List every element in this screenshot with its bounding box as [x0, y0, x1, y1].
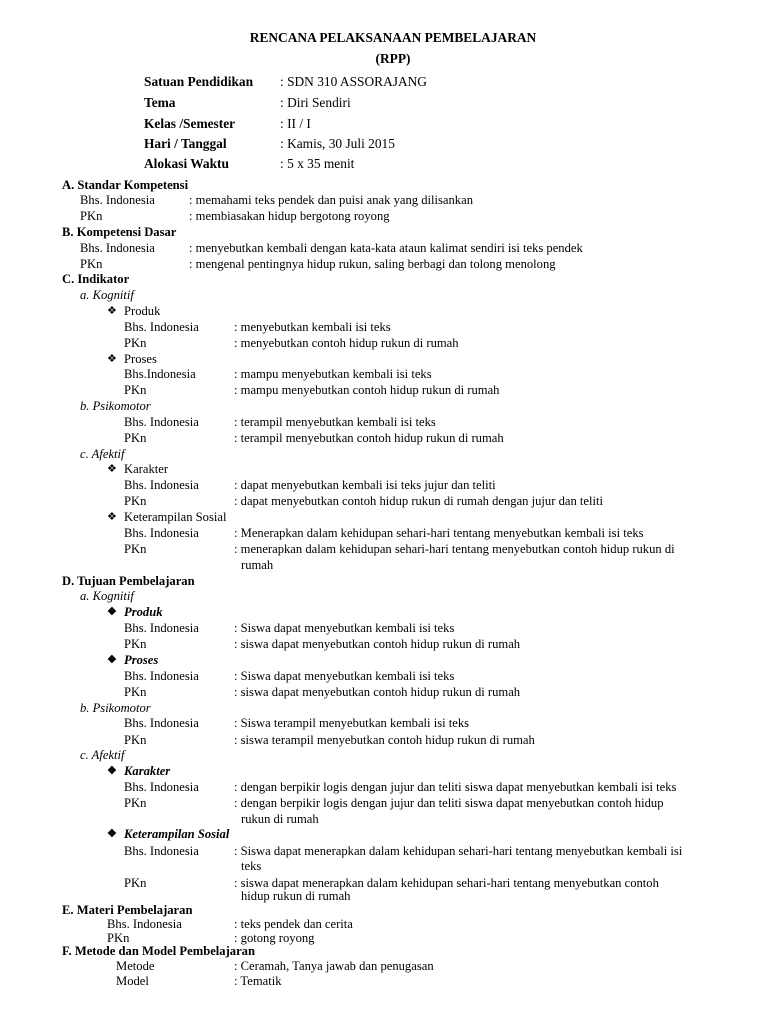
identity-label-kelas: Kelas /Semester: [144, 116, 236, 131]
diamond-bullet-icon: ❖: [107, 511, 117, 523]
section-d-karakter-pkn-text: : dengan berpikir logis dengan jujur dan teliti siswa dapat menyebutkan contoh hidup: [234, 796, 664, 810]
section-c-sosial-bi-label: Bhs. Indonesia: [124, 526, 199, 540]
section-a-bi-text: : memahami teks pendek dan puisi anak yang dilisankan: [189, 193, 473, 207]
section-c-karakter-bi-text: : dapat menyebutkan kembali isi teks jujur dan teliti: [234, 478, 496, 492]
section-d-psikomotor: b. Psikomotor: [80, 701, 151, 715]
identity-value-alokasi: : 5 x 35 menit: [280, 156, 355, 171]
section-c-produk-pkn-text: : menyebutkan contoh hidup rukun di rumah: [234, 336, 459, 350]
identity-value-satuan: : SDN 310 ASSORAJANG: [280, 74, 427, 89]
identity-label-tema: Tema: [144, 95, 176, 110]
section-f-model-label: Model: [116, 974, 149, 988]
section-c-psiko-pkn-text: : terampil menyebutkan contoh hidup rukun di rumah: [234, 431, 504, 445]
section-b-pkn-label: PKn: [80, 257, 103, 271]
section-c-psikomotor: b. Psikomotor: [80, 399, 151, 413]
section-c-psiko-pkn-label: PKn: [124, 431, 147, 445]
section-c-sosial-bi-text: : Menerapkan dalam kehidupan sehari-hari tentang menyebutkan kembali isi teks: [234, 526, 644, 540]
section-d-heading: D. Tujuan Pembelajaran: [62, 574, 195, 588]
section-c-produk-pkn-label: PKn: [124, 336, 147, 350]
section-d-sosial-pkn-text-cont: hidup rukun di rumah: [241, 889, 351, 903]
section-f-heading: F. Metode dan Model Pembelajaran: [62, 944, 255, 958]
identity-value-tema: : Diri Sendiri: [280, 95, 351, 110]
identity-label-hari: Hari / Tanggal: [144, 136, 227, 151]
section-c-karakter: Karakter: [124, 462, 169, 476]
section-d-psiko-bi-text: : Siswa terampil menyebutkan kembali isi teks: [234, 716, 470, 730]
section-d-sosial-bi-text-cont: teks: [241, 859, 262, 873]
section-c-produk-bi-text: : menyebutkan kembali isi teks: [234, 320, 391, 334]
section-c-sosial-pkn-text: : menerapkan dalam kehidupan sehari-hari tentang menyebutkan contoh hidup rukun di: [234, 542, 675, 556]
section-c-psiko-bi-label: Bhs. Indonesia: [124, 415, 199, 429]
section-e-pkn-text: : gotong royong: [234, 931, 315, 945]
section-c-sosial-pkn-text-cont: rumah: [241, 558, 274, 572]
section-c-karakter-pkn-text: : dapat menyebutkan contoh hidup rukun di rumah dengan jujur dan teliti: [234, 494, 603, 508]
section-e-bi-label: Bhs. Indonesia: [107, 917, 182, 931]
section-d-proses-pkn-text: : siswa dapat menyebutkan contoh hidup rukun di rumah: [234, 685, 521, 699]
section-d-produk: Produk: [124, 605, 163, 619]
diamond-bullet-icon: ❖: [107, 353, 117, 365]
section-c-karakter-bi-label: Bhs. Indonesia: [124, 478, 199, 492]
document-subtitle: (RPP): [375, 51, 411, 66]
section-d-sosial-bi-text: : Siswa dapat menerapkan dalam kehidupan sehari-hari tentang menyebutkan kembali isi: [234, 844, 683, 858]
section-d-karakter-pkn-label: PKn: [124, 796, 147, 810]
section-c-proses-pkn-text: : mampu menyebutkan contoh hidup rukun di rumah: [234, 383, 500, 397]
section-c-karakter-pkn-label: PKn: [124, 494, 147, 508]
section-c-heading: C. Indikator: [62, 272, 130, 286]
section-b-bi-label: Bhs. Indonesia: [80, 241, 155, 255]
section-d-produk-bi-label: Bhs. Indonesia: [124, 621, 199, 635]
section-d-afektif: c. Afektif: [80, 748, 125, 762]
section-f-metode-label: Metode: [116, 959, 155, 973]
section-d-psiko-pkn-text: : siswa terampil menyebutkan contoh hidup rukun di rumah: [234, 733, 535, 747]
identity-value-hari: : Kamis, 30 Juli 2015: [280, 136, 395, 151]
section-d-proses-bi-text: : Siswa dapat menyebutkan kembali isi teks: [234, 669, 455, 683]
section-d-sosial-bi-label: Bhs. Indonesia: [124, 844, 199, 858]
section-a-bi-label: Bhs. Indonesia: [80, 193, 155, 207]
document-title: RENCANA PELAKSANAAN PEMBELAJARAN: [249, 30, 537, 45]
section-e-pkn-label: PKn: [107, 931, 130, 945]
section-c-produk-bi-label: Bhs. Indonesia: [124, 320, 199, 334]
section-c-proses-bi-text: : mampu menyebutkan kembali isi teks: [234, 367, 432, 381]
section-d-proses: Proses: [124, 653, 159, 667]
diamond-bullet-icon: ❖: [107, 654, 117, 666]
section-d-sosial-pkn-text: : siswa dapat menerapkan dalam kehidupan sehari-hari tentang menyebutkan contoh: [234, 876, 659, 890]
section-d-karakter-bi-label: Bhs. Indonesia: [124, 780, 199, 794]
section-d-psiko-bi-label: Bhs. Indonesia: [124, 716, 199, 730]
section-c-proses: Proses: [124, 352, 157, 366]
section-b-pkn-text: : mengenal pentingnya hidup rukun, saling berbagi dan tolong menolong: [189, 257, 556, 271]
section-c-proses-pkn-label: PKn: [124, 383, 147, 397]
section-b-bi-text: : menyebutkan kembali dengan kata-kata ataun kalimat sendiri isi teks pendek: [189, 241, 583, 255]
section-d-produk-pkn-text: : siswa dapat menyebutkan contoh hidup rukun di rumah: [234, 637, 521, 651]
section-c-sosial: Keterampilan Sosial: [124, 510, 227, 524]
section-c-afektif: c. Afektif: [80, 447, 125, 461]
section-d-sosial-pkn-label: PKn: [124, 876, 147, 890]
diamond-bullet-icon: ❖: [107, 606, 117, 618]
section-d-karakter: Karakter: [124, 764, 171, 778]
section-b-heading: B. Kompetensi Dasar: [62, 225, 177, 239]
identity-value-kelas: : II / I: [280, 116, 311, 131]
section-d-karakter-pkn-text-cont: rukun di rumah: [241, 812, 319, 826]
section-e-bi-text: : teks pendek dan cerita: [234, 917, 353, 931]
section-c-psiko-bi-text: : terampil menyebutkan kembali isi teks: [234, 415, 436, 429]
section-d-produk-bi-text: : Siswa dapat menyebutkan kembali isi teks: [234, 621, 455, 635]
section-d-sosial: Keterampilan Sosial: [124, 827, 230, 841]
diamond-bullet-icon: ❖: [107, 828, 117, 840]
section-d-proses-pkn-label: PKn: [124, 685, 147, 699]
section-f-model-text: : Tematik: [234, 974, 282, 988]
section-c-proses-bi-label: Bhs.Indonesia: [124, 367, 196, 381]
identity-label-alokasi: Alokasi Waktu: [144, 156, 229, 171]
section-d-psiko-pkn-label: PKn: [124, 733, 147, 747]
section-d-produk-pkn-label: PKn: [124, 637, 147, 651]
section-a-pkn-text: : membiasakan hidup bergotong royong: [189, 209, 390, 223]
section-d-kognitif: a. Kognitif: [80, 589, 134, 603]
section-f-metode-text: : Ceramah, Tanya jawab dan penugasan: [234, 959, 434, 973]
diamond-bullet-icon: ❖: [107, 305, 117, 317]
section-a-heading: A. Standar Kompetensi: [62, 178, 189, 192]
section-d-karakter-bi-text: : dengan berpikir logis dengan jujur dan teliti siswa dapat menyebutkan kembali isi teks: [234, 780, 677, 794]
section-d-proses-bi-label: Bhs. Indonesia: [124, 669, 199, 683]
section-c-kognitif: a. Kognitif: [80, 288, 134, 302]
section-a-pkn-label: PKn: [80, 209, 103, 223]
identity-label-satuan: Satuan Pendidikan: [144, 74, 254, 89]
section-e-heading: E. Materi Pembelajaran: [62, 903, 193, 917]
diamond-bullet-icon: ❖: [107, 463, 117, 475]
diamond-bullet-icon: ❖: [107, 765, 117, 777]
section-c-produk: Produk: [124, 304, 161, 318]
section-c-sosial-pkn-label: PKn: [124, 542, 147, 556]
